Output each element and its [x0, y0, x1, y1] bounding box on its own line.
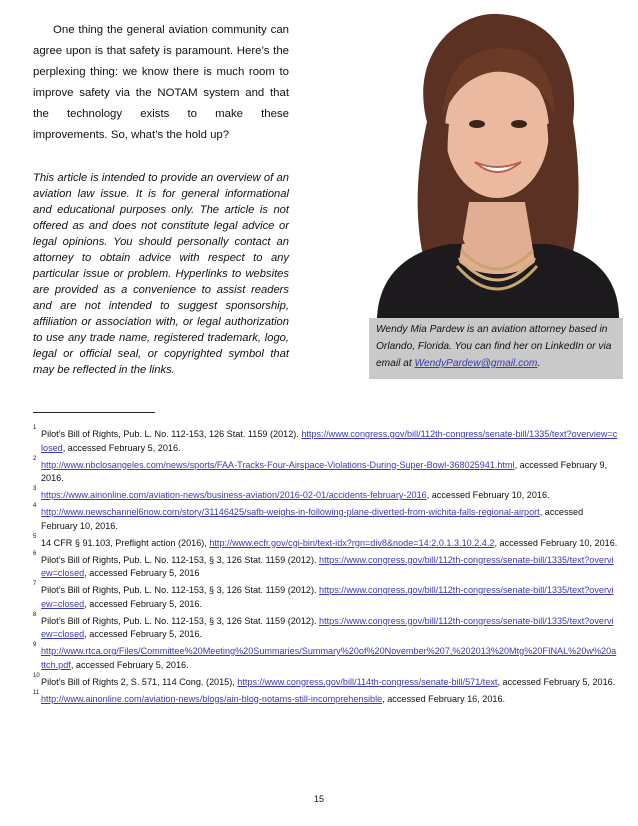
footnote-text: Pilot’s Bill of Rights, Pub. L. No. 112-153, § 3, 126 Stat. 1159 (2012). — [41, 615, 320, 626]
footnotes-list — [33, 425, 618, 710]
footnote-link[interactable]: https://www.congress.gov/bill/112th-congress/senate-bill/1335/text?overview=closed — [41, 554, 614, 578]
footnote-link[interactable]: https://www.congress.gov/bill/112th-congress/senate-bill/1335/text?overview=closed — [41, 585, 614, 609]
author-box — [369, 12, 623, 379]
footnote-link[interactable]: http://www.rtca.org/Files/Committee%20Meeting%20Summaries/Summary%20of%20November%207,%202013%20Mtg%20FINAL%20w%20attch.pdf — [41, 646, 617, 670]
author-photo — [369, 12, 623, 318]
footnote-text: Pilot’s Bill of Rights, Pub. L. No. 112-153, § 3, 126 Stat. 1159 (2012). — [41, 554, 320, 565]
footnote-accessed: , accessed February 5, 2016. — [84, 598, 203, 609]
footnote-number: 6 — [33, 550, 37, 557]
author-caption — [376, 321, 620, 372]
footnote-number: 3 — [33, 486, 37, 492]
footnote — [33, 689, 618, 707]
footnote-number: 2 — [33, 455, 37, 462]
footnote-accessed: , accessed February 16, 2016. — [382, 693, 506, 704]
footnote — [33, 581, 618, 611]
footnote-link[interactable]: https://www.congress.gov/bill/114th-congress/senate-bill/571/text — [237, 676, 498, 687]
footnote-accessed: , accessed February 5, 2016 — [84, 568, 200, 578]
footnote — [33, 455, 618, 486]
author-caption-text: Wendy Mia Pardew is an aviation attorney based in Orlando, Florida. You can find her on LinkedIn or via email at — [376, 324, 612, 369]
footnote-link[interactable]: http://www.ecfr.gov/cgi-bin/text-idx?rgn=div8&node=14:2.0.1.3.10.2.4.2 — [209, 537, 495, 548]
footnote-link[interactable]: http://www.ainonline.com/aviation-news/blogs/ain-blog-notams-still-incomprehensible — [41, 693, 383, 704]
footnote-text: 14 CFR § 91.103, Preflight action (2016), — [41, 537, 210, 548]
footnote-number: 1 — [33, 425, 37, 431]
footnote — [33, 486, 618, 503]
footnote-accessed: , accessed February 5, 2016. — [62, 442, 181, 453]
footnote-link[interactable]: http://www.nbclosangeles.com/news/sports/FAA-Tracks-Four-Airspace-Violations-During-Super-Bowl-368025941.html — [41, 459, 515, 470]
intro-paragraph: One thing the general aviation community can agree upon is that safety is paramount. Here’s the perplexing thing: we know there is much room to improve safety via the NOTAM system and that the technology exists to make these improvements. So, what’s the hold up? — [33, 24, 289, 141]
footnote-number: 10 — [33, 672, 40, 679]
footnote-separator — [33, 412, 155, 413]
footnote-accessed: , accessed February 9, 2016. — [41, 459, 608, 483]
footnote — [33, 533, 618, 551]
author-email-link[interactable]: WendyPardew@gmail.com — [414, 358, 538, 369]
footnote-number: 8 — [33, 611, 37, 618]
author-caption-end: . — [537, 358, 541, 369]
footnote-text: Pilot’s Bill of Rights, Pub. L. No. 112-153, § 3, 126 Stat. 1159 (2012). — [41, 585, 320, 595]
disclaimer-paragraph: This article is intended to provide an overview of an aviation law issue. It is for general informational and educational purposes only. The article is not offered as and does not constitute legal advice or legal opinions. You should personally contact an attorney to obtain advice with respect to any particular issue or problem. Hyperlinks to websites are provided as a convenience to assist readers and are not intended to suggest sponsorship, affiliation or association with, or legal authorization to use any trade name, registered trademark, logo, legal or official seal, or copyrighted symbol that may be reflected in the links. — [33, 172, 289, 376]
footnote-number: 9 — [33, 642, 37, 648]
footnote — [33, 503, 618, 533]
page-number: 15 — [313, 794, 324, 804]
footnote — [33, 425, 618, 455]
footnote — [33, 672, 618, 690]
footnote-accessed: , accessed February 5, 2016. — [497, 676, 616, 687]
footnote-accessed: , accessed February 10, 2016. — [41, 507, 584, 531]
footnote-accessed: , accessed February 10, 2016. — [426, 490, 550, 500]
footnote-accessed: , accessed February 10, 2016. — [494, 537, 618, 548]
footnote-number: 5 — [33, 533, 37, 540]
footnote-number: 11 — [33, 689, 40, 696]
footnote-text: Pilot’s Bill of Rights, Pub. L. No. 112-153, 126 Stat. 1159 (2012). — [41, 429, 302, 439]
footnote-number: 7 — [33, 581, 37, 587]
footnote — [33, 642, 618, 672]
footnote-text: Pilot’s Bill of Rights 2, S. 571, 114 Cong. (2015), — [41, 676, 238, 687]
footnote-link[interactable]: https://www.ainonline.com/aviation-news/business-aviation/2016-02-01/accidents-february-2016 — [41, 490, 427, 500]
footnote-link[interactable]: https://www.congress.gov/bill/112th-congress/senate-bill/1335/text?overview=closed — [41, 429, 618, 453]
footnote-link[interactable]: http://www.newschannel6now.com/story/31146425/safb-weighs-in-following-plane-diverted-from-wichita-falls-regional-airport — [41, 507, 540, 517]
footnote-link[interactable]: https://www.congress.gov/bill/112th-congress/senate-bill/1335/text?overview=closed — [41, 615, 614, 639]
footnote — [33, 611, 618, 642]
footnote-accessed: , accessed February 5, 2016. — [70, 659, 189, 670]
footnote — [33, 550, 618, 581]
footnote-number: 4 — [33, 503, 37, 509]
footnote-accessed: , accessed February 5, 2016. — [84, 629, 203, 639]
